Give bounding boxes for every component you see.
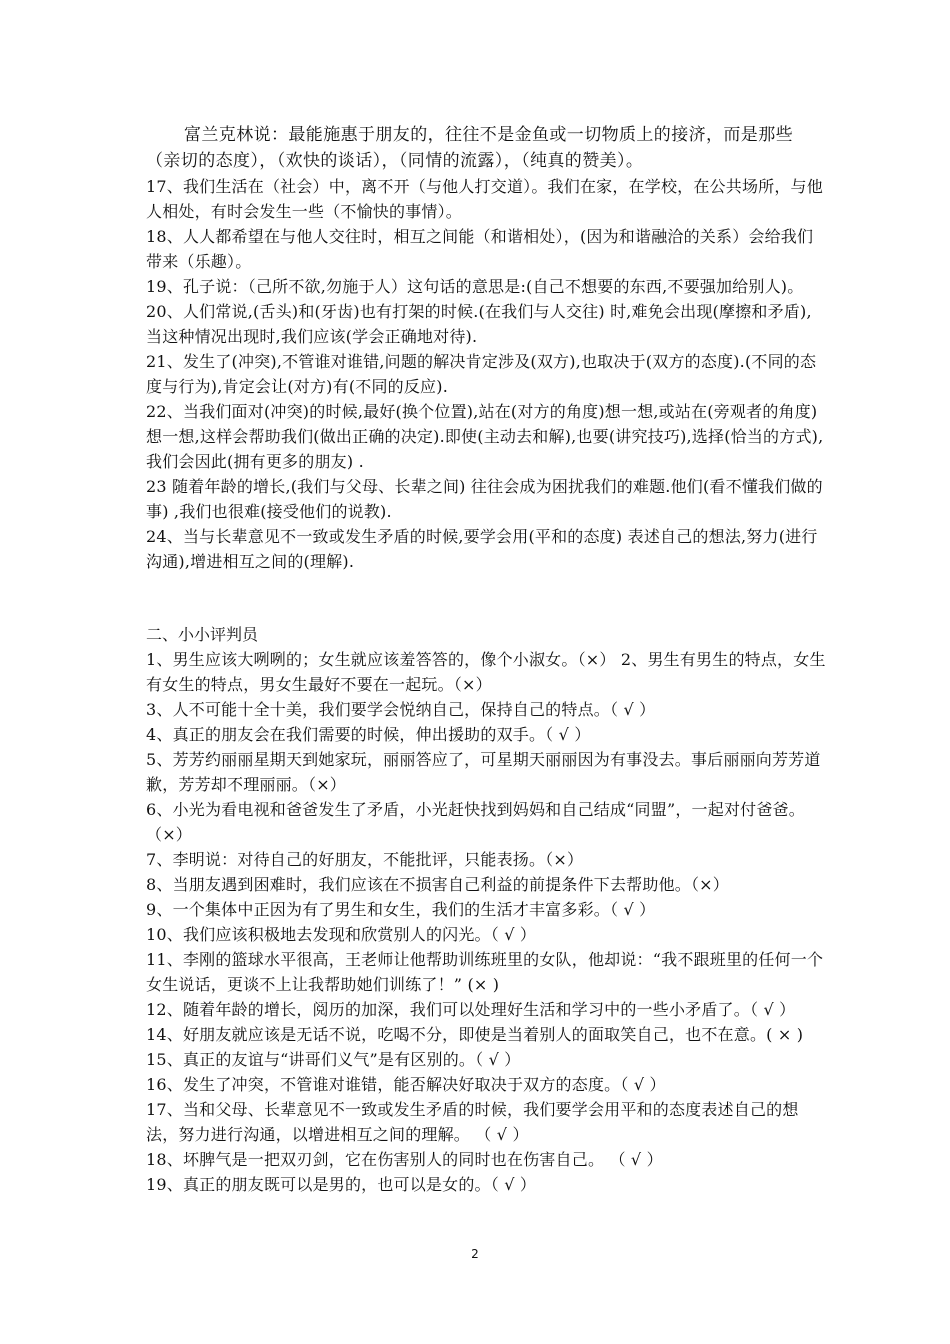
fill-item-21: 21、发生了(冲突),不管谁对谁错,问题的解决肯定涉及(双方),也取决于(双方的态度).(不同的态度与行为),肯定会让(对方)有(不同的反应). (146, 352, 817, 396)
section-title: 二、小小评判员 (146, 625, 259, 644)
judge-item-14: 14、好朋友就应该是无话不说，吃喝不分，即使是当着别人的面取笑自己，也不在意。( × ) (146, 1025, 804, 1044)
judge-item-4: 4、真正的朋友会在我们需要的时候，伸出援助的双手。（ √ ） (146, 725, 591, 744)
fill-item-23: 23 随着年龄的增长,(我们与父母、长辈之间) 往往会成为困扰我们的难题.他们(看不懂我们做的事) ,我们也很难(接受他们的说教). (146, 477, 823, 521)
judge-item-11: 11、李刚的篮球水平很高，王老师让他帮助训练班里的女队，他却说：“我不跟班里的任何一个女生说话，更谈不上让我帮助她们训练了！” (× ) (146, 950, 824, 994)
judge-item-3: 3、人不可能十全十美，我们要学会悦纳自己，保持自己的特点。（ √ ） (146, 700, 656, 719)
judge-item-7: 7、李明说：对待自己的好朋友，不能批评，只能表扬。（×） (146, 850, 584, 869)
judge-item-8: 8、当朋友遇到困难时，我们应该在不损害自己利益的前提条件下去帮助他。（×） (146, 875, 729, 894)
judge-item-10: 10、我们应该积极地去发现和欣赏别人的闪光。（ √ ） (146, 925, 537, 944)
fill-item-17: 17、我们生活在（社会）中，离不开（与他人打交道）。我们在家，在学校，在公共场所，与他人相处，有时会发生一些（不愉快的事情）。 (146, 177, 823, 221)
fill-item-24: 24、当与长辈意见不一致或发生矛盾的时候,要学会用(平和的态度) 表述自己的想法,努力(进行沟通),增进相互之间的(理解). (146, 527, 818, 571)
fill-item-19: 19、孔子说：（己所不欲,勿施于人）这句话的意思是:(自己不想要的东西,不要强加给别人)。 (146, 277, 804, 296)
judge-item-19: 19、真正的朋友既可以是男的，也可以是女的。（ √ ） (146, 1175, 537, 1194)
judge-item-18: 18、坏脾气是一把双刃剑，它在伤害别人的同时也在伤害自己。 （ √ ） (146, 1150, 663, 1169)
judge-item-12: 12、随着年龄的增长，阅历的加深，我们可以处理好生活和学习中的一些小矛盾了。（ √ ） (146, 1000, 796, 1019)
judge-item-9: 9、一个集体中正因为有了男生和女生，我们的生活才丰富多彩。（ √ ） (146, 900, 656, 919)
intro-paragraph: 富兰克林说：最能施惠于朋友的，往往不是金鱼或一切物质上的接济，而是那些（亲切的态度），（欢快的谈话），（同情的流露），（纯真的赞美）。 (146, 125, 793, 171)
fill-item-22: 22、当我们面对(冲突)的时候,最好(换个位置),站在(对方的角度)想一想,或站在(旁观者的角度)想一想,这样会帮助我们(做出正确的决定).即使(主动去和解),也要(讲究技巧),选择(恰当的方式),我们会因此(拥有更多的朋友) . (146, 402, 824, 471)
fill-item-18: 18、人人都希望在与他人交往时，相互之间能（和谐相处），(因为和谐融洽的关系）会给我们带来（乐趣）。 (146, 227, 814, 271)
judge-item-5: 5、芳芳约丽丽星期天到她家玩，丽丽答应了，可星期天丽丽因为有事没去。事后丽丽向芳芳道歉，芳芳却不理丽丽。（×） (146, 750, 821, 794)
fill-item-20: 20、人们常说,(舌头)和(牙齿)也有打架的时候.(在我们与人交往) 时,难免会出现(摩擦和矛盾),当这种情况出现时,我们应该(学会正确地对待). (146, 302, 812, 346)
page-number: 2 (471, 1247, 479, 1261)
judge-item-16: 16、发生了冲突，不管谁对谁错，能否解决好取决于双方的态度。（ √ ） (146, 1075, 666, 1094)
document-body (146, 122, 826, 1197)
judge-item-1-2: 1、男生应该大咧咧的；女生就应该羞答答的，像个小淑女。（×） 2、男生有男生的特点，女生有女生的特点，男女生最好不要在一起玩。（×） (146, 650, 826, 694)
section-spacer (146, 574, 826, 622)
judge-item-15: 15、真正的友谊与“讲哥们义气”是有区别的。（ √ ） (146, 1050, 521, 1069)
judge-item-17: 17、当和父母、长辈意见不一致或发生矛盾的时候，我们要学会用平和的态度表述自己的想法，努力进行沟通，以增进相互之间的理解。 （ √ ） (146, 1100, 799, 1144)
judge-item-6: 6、小光为看电视和爸爸发生了矛盾，小光赶快找到妈妈和自己结成“同盟”，一起对付爸爸。（×） (146, 800, 805, 844)
